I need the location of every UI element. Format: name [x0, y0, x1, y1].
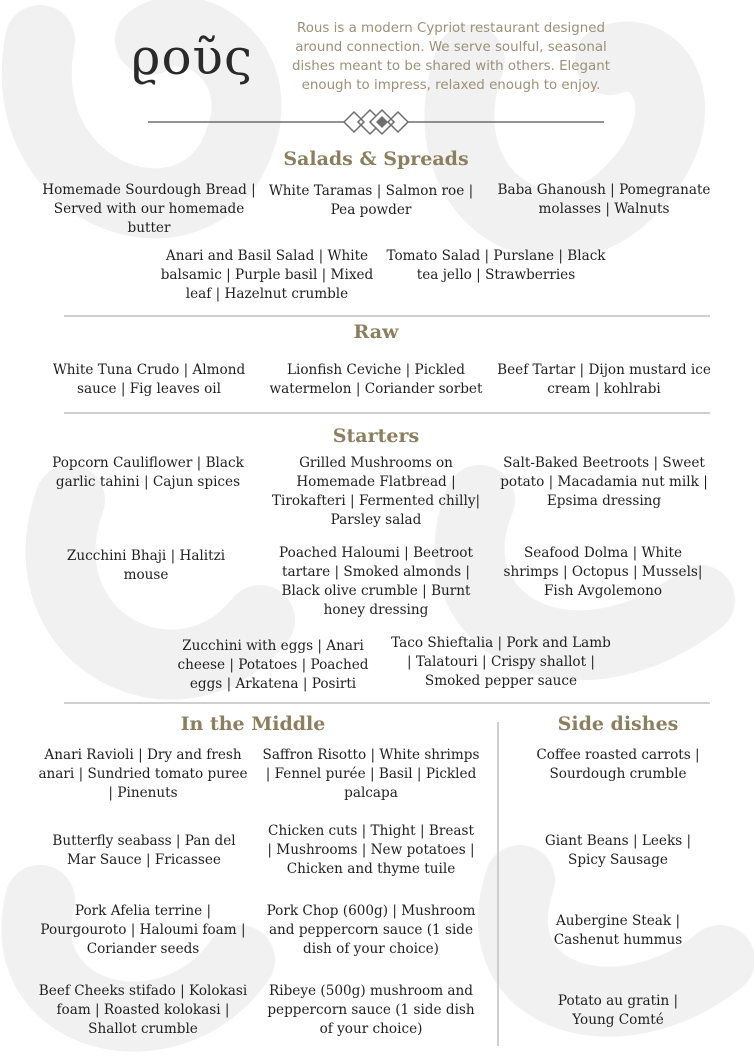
intro-text: Rous is a modern Cypriot restaurant designed around connection. We serve soulful, seasonal dishes meant to be shared with others. Elegant enough to impress, relaxed enough to enjoy. [292, 21, 610, 93]
menu-item: Aubergine Steak | Cashenut hummus [553, 913, 683, 948]
menu-item: Homemade Sourdough Bread | Served with our homemade butter [42, 182, 256, 236]
diamond-ornament-divider [148, 108, 604, 136]
menu-item: Popcorn Cauliflower | Black garlic tahini | Cajun spices [52, 455, 244, 490]
menu-item: Zucchini with eggs | Anari cheese | Potatoes | Poached eggs | Arkatena | Posirti [177, 638, 369, 692]
restaurant-logo: ϱοῦς [131, 28, 253, 86]
section-title-raw: Raw [353, 321, 399, 343]
menu-item: Grilled Mushrooms on Homemade Flatbread | Tirokafteri | Fermented chilly| Parsley salad [271, 455, 481, 528]
menu-item: Seafood Dolma | White shrimps | Octopus | Mussels| Fish Avgolemono [503, 545, 703, 599]
menu-item: Beef Tartar | Dijon mustard ice cream | kohlrabi [497, 362, 711, 397]
menu-item: Tomato Salad | Purslane | Black tea jello | Strawberries [386, 248, 606, 283]
menu-item: Butterfly seabass | Pan del Mar Sauce | Fricassee [52, 833, 236, 868]
menu-item: Pork Afelia terrine | Pourgouroto | Haloumi foam | Coriander seeds [40, 903, 246, 957]
menu-item: White Taramas | Salmon roe | Pea powder [268, 183, 474, 218]
menu-item: Coffee roasted carrots | Sourdough crumble [536, 747, 700, 782]
section-divider [64, 315, 710, 317]
menu-item: Pork Chop (600g) | Mushroom and peppercorn sauce (1 side dish of your choice) [266, 903, 476, 957]
section-divider [64, 412, 710, 414]
menu-item: Salt-Baked Beetroots | Sweet potato | Macadamia nut milk | Epsima dressing [500, 455, 708, 509]
menu-item: Zucchini Bhaji | Halitzi mouse [66, 548, 226, 583]
menu-item: Ribeye (500g) mushroom and peppercorn sauce (1 side dish of your choice) [267, 983, 475, 1037]
menu-item: White Tuna Crudo | Almond sauce | Fig leaves oil [52, 362, 246, 397]
menu-item: Anari and Basil Salad | White balsamic | Purple basil | Mixed leaf | Hazelnut crumble [160, 248, 374, 302]
menu-item: Taco Shieftalia | Pork and Lamb | Talatouri | Crispy shallot | Smoked pepper sauce [391, 635, 611, 689]
menu-item: Lionfish Ceviche | Pickled watermelon | Coriander sorbet [269, 362, 483, 397]
menu-item: Anari Ravioli | Dry and fresh anari | Sundried tomato puree | Pinenuts [38, 747, 248, 801]
section-title-starters: Starters [332, 425, 420, 447]
menu-item: Giant Beans | Leeks | Spicy Sausage [544, 833, 692, 868]
menu-item: Baba Ghanoush | Pomegranate molasses | Walnuts [497, 182, 711, 217]
column-divider [497, 722, 499, 1046]
section-title-middle: In the Middle [180, 713, 326, 735]
section-title-sides: Side dishes [557, 713, 679, 735]
section-title-salads: Salads & Spreads [283, 148, 469, 170]
menu-item: Saffron Risotto | White shrimps | Fennel purée | Basil | Pickled palcapa [262, 747, 480, 801]
menu-item: Poached Haloumi | Beetroot tartare | Smoked almonds | Black olive crumble | Burnt honey dressing [279, 545, 473, 618]
section-divider [64, 702, 710, 704]
menu-item: Beef Cheeks stifado | Kolokasi foam | Roasted kolokasi | Shallot crumble [38, 983, 248, 1037]
menu-item: Potato au gratin | Young Comté [557, 993, 679, 1028]
menu-item: Chicken cuts | Thight | Breast | Mushrooms | New potatoes | Chicken and thyme tuile [267, 823, 475, 877]
